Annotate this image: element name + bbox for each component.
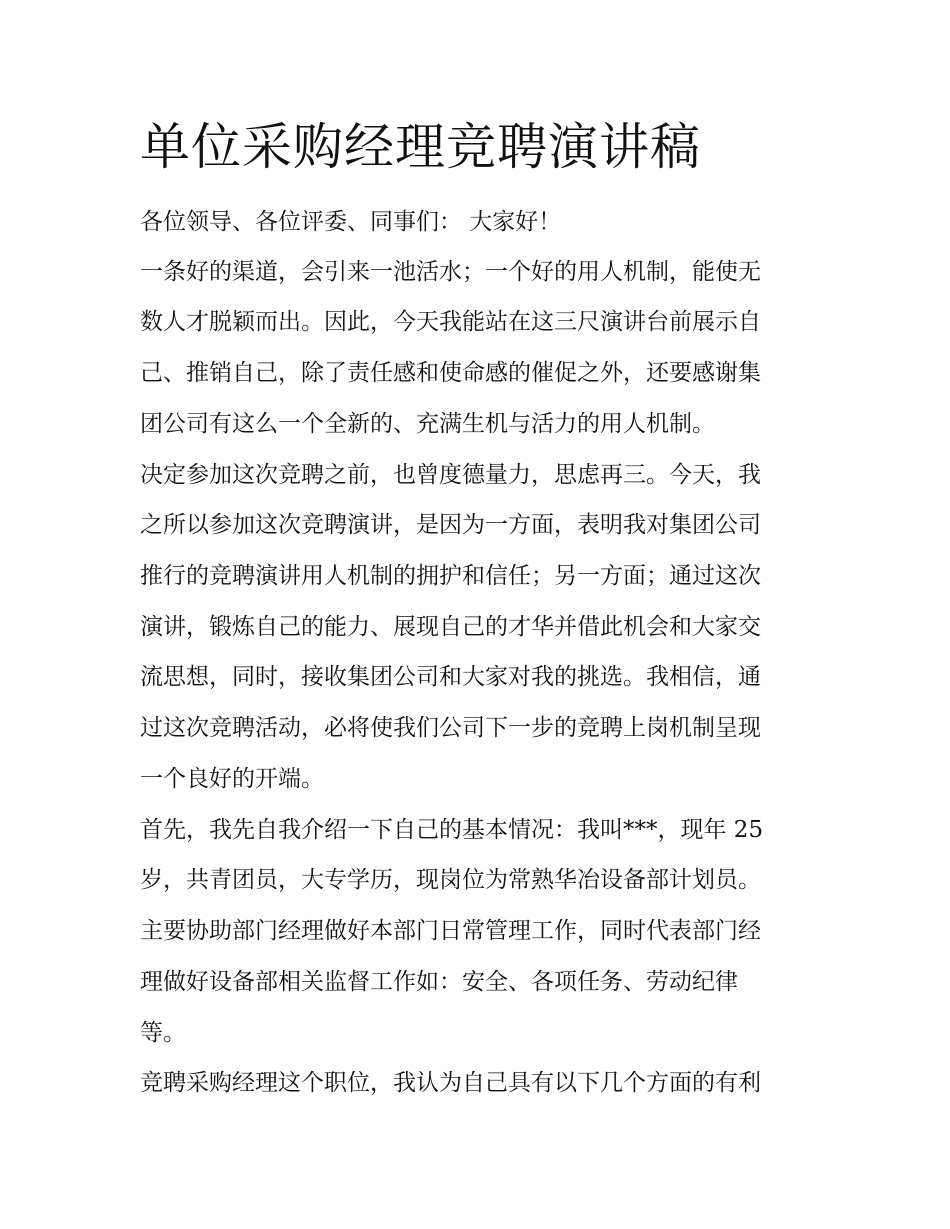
paragraph-line: 主要协助部门经理做好本部门日常管理工作，同时代表部门经: [140, 918, 761, 944]
salutation-line: 各位领导、各位评委、同事们： 大家好！: [140, 209, 562, 235]
document-title: 单位采购经理竞聘演讲稿: [140, 118, 701, 176]
paragraph-line: 推行的竞聘演讲用人机制的拥护和信任；另一方面；通过这次: [140, 563, 761, 589]
paragraph-line: 一条好的渠道，会引来一池活水；一个好的用人机制，能使无: [140, 259, 761, 285]
paragraph-line: 之所以参加这次竞聘演讲，是因为一方面，表明我对集团公司: [140, 512, 761, 538]
paragraph-line: 流思想，同时，接收集团公司和大家对我的挑选。我相信，通: [140, 664, 761, 690]
paragraph-line: 岁，共青团员，大专学历，现岗位为常熟华冶设备部计划员。: [140, 867, 761, 893]
paragraph-line: 理做好设备部相关监督工作如：安全、各项任务、劳动纪律: [140, 969, 738, 995]
paragraph-line: 等。: [140, 1020, 186, 1046]
paragraph-line: 首先，我先自我介绍一下自己的基本情况：我叫***，现年 25: [140, 817, 764, 843]
paragraph-line: 己、推销自己，除了责任感和使命感的催促之外，还要感谢集: [140, 360, 761, 386]
paragraph-line: 一个良好的开端。: [140, 766, 324, 792]
paragraph-line: 过这次竞聘活动，必将使我们公司下一步的竞聘上岗机制呈现: [140, 715, 761, 741]
paragraph-line: 决定参加这次竞聘之前，也曾度德量力，思虑再三。今天，我: [140, 462, 761, 488]
paragraph-line: 竞聘采购经理这个职位，我认为自己具有以下几个方面的有利: [140, 1070, 761, 1096]
paragraph-line: 演讲，锻炼自己的能力、展现自己的才华并借此机会和大家交: [140, 614, 761, 640]
paragraph-line: 数人才脱颖而出。因此，今天我能站在这三尺演讲台前展示自: [140, 309, 761, 335]
paragraph-line: 团公司有这么一个全新的、充满生机与活力的用人机制。: [140, 411, 715, 437]
